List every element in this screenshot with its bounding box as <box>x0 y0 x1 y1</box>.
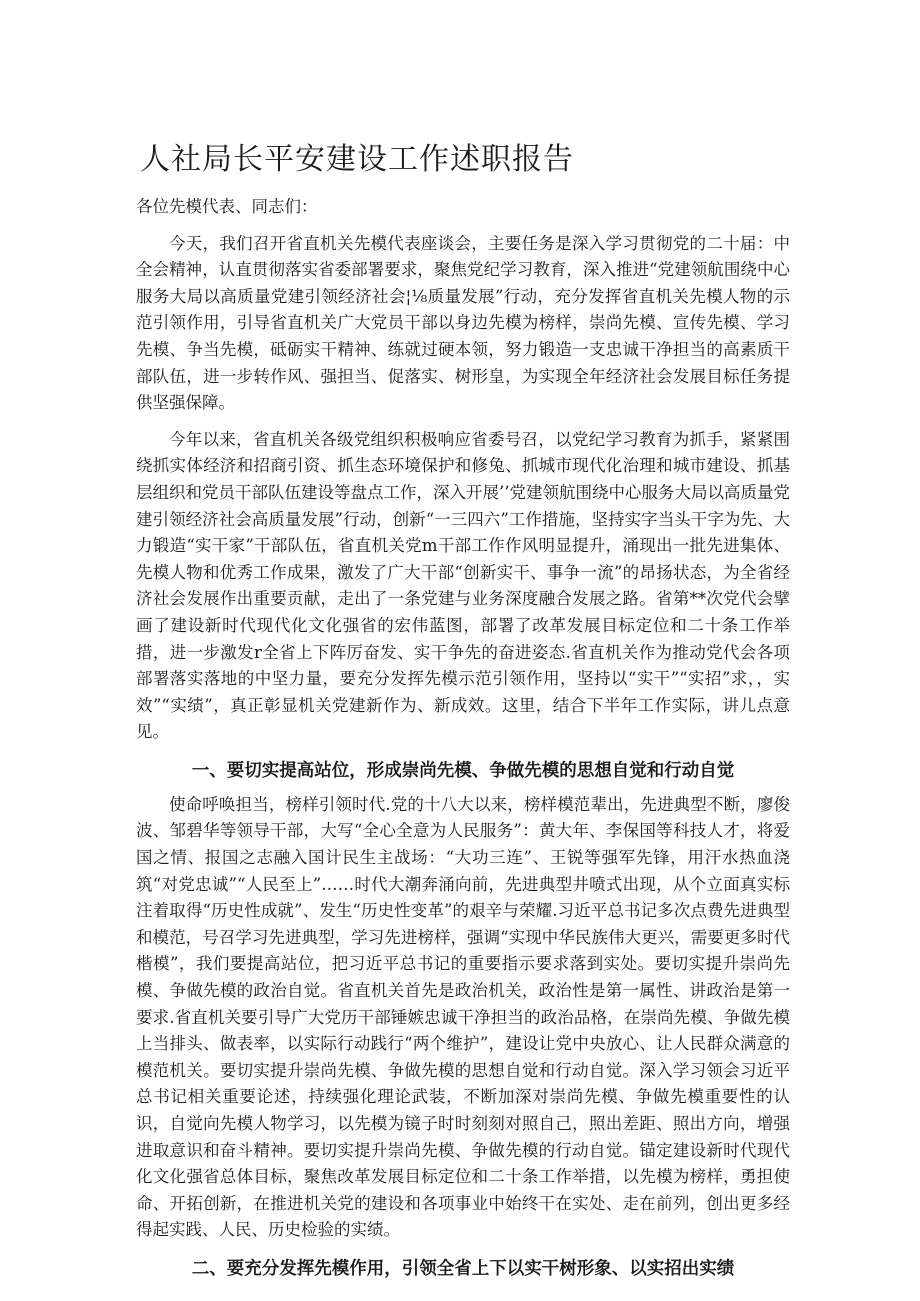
paragraph-section-1: 使命呼唤担当，榜样引领时代.党的十八大以来，榜样模范辈出，先进典型不断，廖俊波、邹碧华等领导干部，大写“全心全意为人民服务”：黄大年、李保国等科技人才，将爱国之情、报国之志融入国计民生主战场：“大功三连”、王锐等强军先锋，用汗水热血浇筑“对党忠诚”“人民至上”……时代大潮奔涌向前，先进典型井喷式出现，从个立面真实标注着取得“历史性成就”、发生“历史性变革”的艰辛与荣耀.习近平总书记多次点费先进典型和模范，号召学习先进典型，学习先进榜样，强调“实现中华民族伟大更兴，需要更多时代楷模”，我们要提高站位，把习近平总书记的重要指示要求落到实处。要切实提升崇尚先模、争做先模的政治自觉。省直机关首先是政治机关，政治性是第一属性、讲政治是第一要求.省直机关要引导广大党历干部锤嫉忠诚干净担当的政治品格，在崇尚先模、争做先模上当排头、做表率，以实际行动践行“两个维护”，建设让党中央放心、让人民群众满意的模范机关。要切实提升崇尚先模、争做先模的思想自觉和行动自觉。深入学习领会习近平总书记相关重要论述，持续强化理论武装，不断加深对崇尚先模、争做先模重要性的认识，自觉向先模人物学习，以先模为镜子时时刻刻对照自己，照出差距、照出方向，增强进取意识和奋斗精神。要切实提升崇尚先模、争做先模的行动自觉。锚定建设新时代现代化文化强省总体目标，聚焦改革发展目标定位和二十条工作举措，以先模为榜样，勇担使命、开拓创新，在推进机关党的建设和各项事业中始终干在实处、走在前列，创出更多经得起实践、人民、历史检验的实绩。 <box>136 794 790 1240</box>
paragraph-opening: 今天，我们召开省直机关先模代表座谈会，主要任务是深入学习贯彻党的二十届：中全会精神，认直贯彻落实省委部署要求，聚焦党纪学习教育，深入推进“党建领航围绕中心服务大局以高质量党建引领经济社会¦⅛质量发展”行动，充分发挥省直机关先模人物的示范引领作用，引导省直机关广大党员干部以身边先模为榜样，崇尚先模、宣传先模、学习先模、争当先模，砥砺实干精神、练就过硬本领，努力锻造一支忠诚干净担当的高素质干部队伍，进一步转作风、强担当、促落实、树形皇，为实现全年经济社会发展目标任务提供坚强保障。 <box>136 233 790 413</box>
paragraph-background: 今年以来，省直机关各级党组织积极响应省委号召，以党纪学习教育为抓手，紧紧围绕抓实体经济和招商引资、抓生态环境保护和修兔、抓城市现代化治理和城市建设、抓基层组织和党员干部队伍建设等盘点工作，深入开展’’党建领航围绕中心服务大局以高质量党建引领经济社会高质量发展”行动，创新“一三四六”工作措施，坚持实字当头干字为先、大力锻造“实干家”干部队伍，省直机关党m干部工作作风明显提升，涌现出一批先进集体、先模人物和优秀工作成果，激发了广大干部“创新实干、事争一流”的昂扬状态，为全省经济社会发展作出重要贡献，走出了一条党建与业务深度融合发展之路。省第**次党代会擘画了建设新时代现代化文化强省的宏伟蓝图，部署了改革发展目标定位和二十条工作举措，进一步激发r全省上下阵厉奋发、实干争先的奋进姿态.省直机关作为推动党代会各项部署落实落地的中坚力量，要充分发挥先模示范引领作用，坚持以“实干”“实招”求，，实效”“实绩”，真正彰显机关党建新作为、新成效。这里，结合下半年工作实际，讲儿点意见。 <box>136 429 790 742</box>
section-heading-1: 一、要切实提高站位，形成崇尚先模、争做先模的思想自觉和行动自觉 <box>191 760 735 781</box>
section-heading-2: 二、要充分发挥先模作用，引领全省上下以实干树形象、以实招出实绩 <box>191 1258 735 1279</box>
salutation: 各位先模代表、同志们： <box>136 197 318 216</box>
document-title: 人社局长平安建设工作述职报告 <box>140 142 574 177</box>
document-body <box>136 194 790 1290</box>
